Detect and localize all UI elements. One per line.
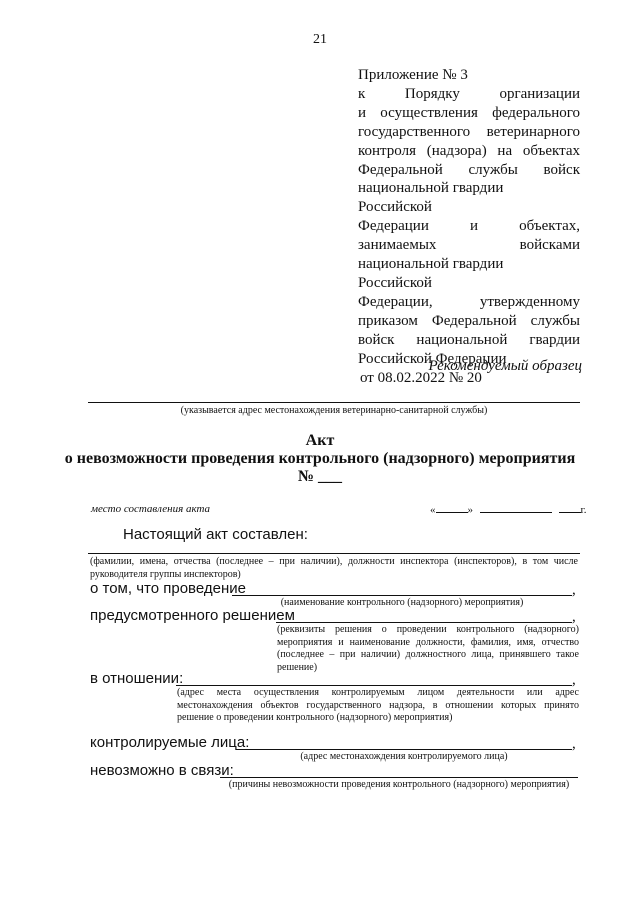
controlled-persons-caption: (адрес местонахождения контролируемого лица) — [300, 751, 508, 762]
comma: , — [572, 609, 576, 625]
inspectors-caption: (фамилии, имена, отчества (последнее – при наличии), должности инспектора (инспекторов), в том числе руководителя группы инспекторов) — [90, 556, 578, 580]
appendix-line: занимаемых войсками — [358, 237, 580, 254]
appendix-line: государственного ветеринарного — [358, 123, 580, 140]
controlled-persons-label: контролируемые лица: — [90, 734, 250, 751]
act-compiled-label: Настоящий акт составлен: — [123, 526, 308, 543]
appendix-line: национальной гвардии Российской — [358, 180, 504, 216]
act-subtitle: о невозможности проведения контрольного (надзорного) мероприятия — [64, 450, 576, 467]
appendix-line: Российской Федерации — [358, 350, 507, 367]
appendix-line: Федерации, утвержденному — [358, 293, 580, 310]
appendix-line: Приложение № 3 — [358, 67, 468, 83]
sample-label: Рекомендуемый образец — [428, 358, 582, 374]
place-label: место составления акта — [91, 503, 211, 515]
comma: , — [572, 582, 576, 598]
date-field: « » г. — [430, 504, 587, 516]
impossible-label: невозможно в связи: — [90, 762, 234, 779]
impossible-line[interactable] — [220, 777, 578, 778]
comma: , — [572, 736, 576, 752]
decision-caption: (реквизиты решения о проведении контрольного (надзорного) мероприятия и наименование должности, фамилия, имя, отчество (последнее – при наличии) должностного лица, принявшего такое решение) — [277, 624, 579, 673]
comma: , — [572, 672, 576, 688]
appendix-line: Федеральной службы войск — [358, 161, 580, 178]
conducting-label: о том, что проведение — [90, 580, 246, 597]
appendix-header — [358, 66, 580, 387]
decision-label: предусмотренного решением — [90, 607, 295, 624]
conducting-line[interactable] — [232, 595, 572, 596]
appendix-line: к Порядку организации — [358, 85, 580, 102]
impossible-caption: (причины невозможности проведения контрольного (надзорного) мероприятия) — [228, 779, 570, 790]
address-caption: (указывается адрес местонахождения ветеринарно-санитарной службы) — [180, 405, 488, 416]
appendix-line: контроля (надзора) на объектах — [358, 142, 580, 159]
page-number: 21 — [313, 32, 327, 47]
regarding-label: в отношении: — [90, 670, 184, 687]
regarding-caption: (адрес места осуществления контролируемым лицом деятельности или адрес местонахождения объектов государственного надзора, в отношении которых принято решение о проведении контрольного (надзорного) мероприятия) — [177, 687, 579, 723]
act-number: № ___ — [297, 468, 343, 485]
address-line — [88, 402, 580, 403]
appendix-line: войск национальной гвардии — [358, 331, 581, 348]
inspectors-line[interactable] — [88, 553, 580, 554]
conducting-caption: (наименование контрольного (надзорного) мероприятия) — [280, 597, 524, 608]
appendix-line: и осуществления федерального — [358, 104, 581, 121]
appendix-line: национальной гвардии Российской — [358, 256, 504, 291]
regarding-line[interactable] — [176, 685, 572, 686]
decision-line[interactable] — [276, 622, 572, 623]
controlled-persons-line[interactable] — [236, 749, 572, 750]
appendix-line: Федерации и объектах, — [358, 218, 581, 235]
appendix-order-ref: от 08.02.2022 № 20 — [360, 369, 482, 386]
act-title: Акт — [305, 432, 335, 449]
appendix-line: приказом Федеральной службы — [358, 312, 580, 329]
